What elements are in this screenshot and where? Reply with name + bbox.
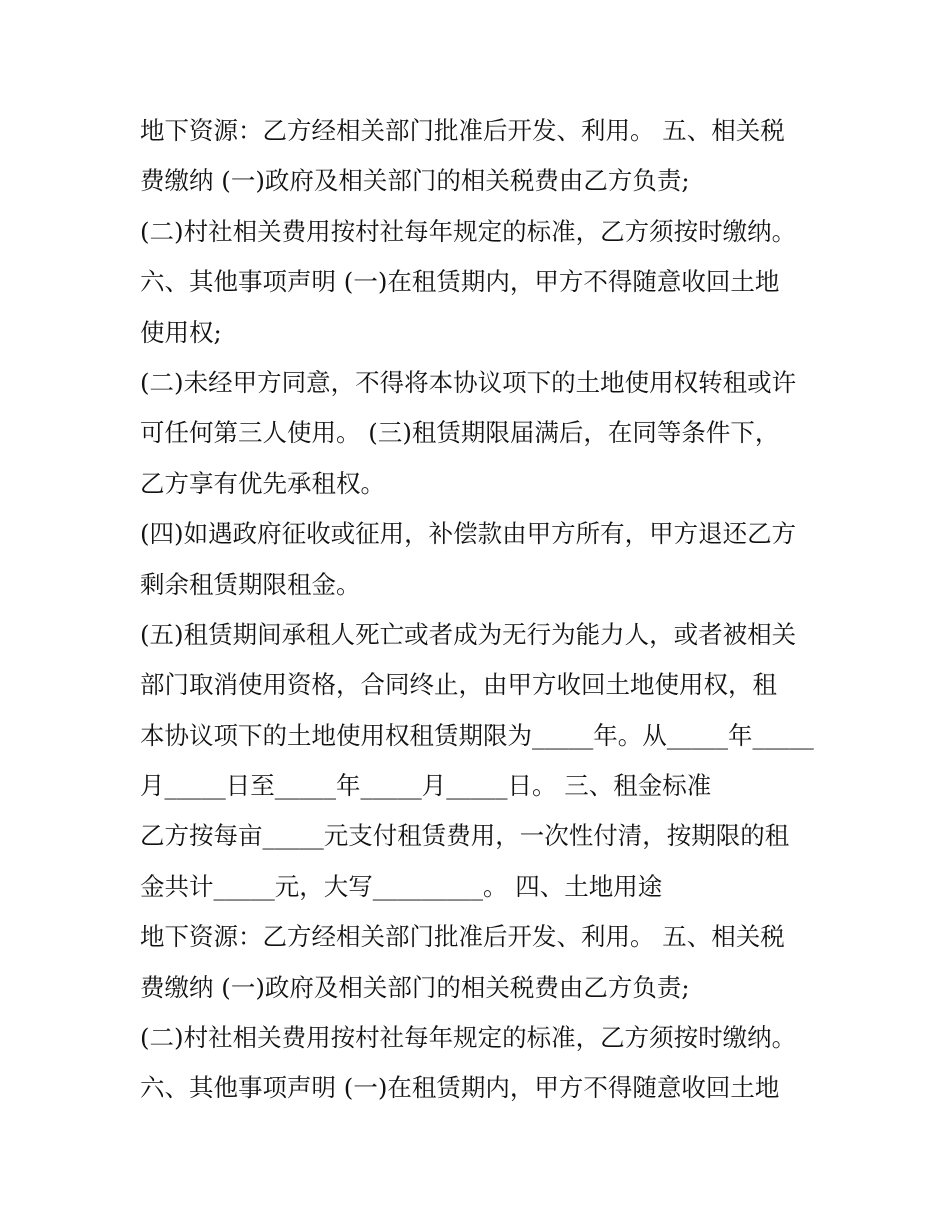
text-line: (二)村社相关费用按村社每年规定的标准，乙方须按时缴纳。 — [140, 216, 797, 246]
text-line: 可任何第三人使用。 (三)租赁期限届满后，在同等条件下， — [140, 418, 780, 448]
text-line: (四)如遇政府征收或征用，补偿款由甲方所有，甲方退还乙方 — [140, 519, 797, 549]
text-line: 使用权; — [140, 317, 222, 347]
text-line: 乙方享有优先承租权。 — [140, 468, 385, 498]
text-line: 部门取消使用资格，合同终止，由甲方收回土地使用权，租 — [140, 670, 777, 700]
text-line: 乙方按每亩_____元支付租赁费用，一次性付清，按期限的租 — [140, 821, 790, 851]
text-line: 费缴纳 (一)政府及相关部门的相关税费由乙方负责; — [140, 972, 690, 1002]
text-line: 剩余租赁期限租金。 — [140, 569, 361, 599]
text-line: 地下资源：乙方经相关部门批准后开发、利用。 五、相关税 — [140, 922, 785, 952]
text-line: 六、其他事项声明 (一)在租赁期内，甲方不得随意收回土地 — [140, 267, 780, 297]
text-line: (二)未经甲方同意，不得将本协议项下的土地使用权转租或许 — [140, 367, 797, 397]
text-line: (五)租赁期间承租人死亡或者成为无行为能力人，或者被相关 — [140, 619, 797, 649]
text-line: 月_____日至_____年_____月_____日。 三、租金标准 — [140, 771, 712, 801]
document-body — [140, 106, 830, 1114]
text-line: 费缴纳 (一)政府及相关部门的相关税费由乙方负责; — [140, 166, 690, 196]
text-line: (二)村社相关费用按村社每年规定的标准，乙方须按时缴纳。 — [140, 1023, 797, 1053]
text-line: 金共计_____元，大写_________。 四、土地用途 — [140, 871, 663, 901]
text-line: 本协议项下的土地使用权租赁期限为_____年。从_____年_____ — [140, 720, 814, 750]
text-line: 六、其他事项声明 (一)在租赁期内，甲方不得随意收回土地 — [140, 1073, 780, 1103]
text-line: 地下资源：乙方经相关部门批准后开发、利用。 五、相关税 — [140, 116, 785, 145]
